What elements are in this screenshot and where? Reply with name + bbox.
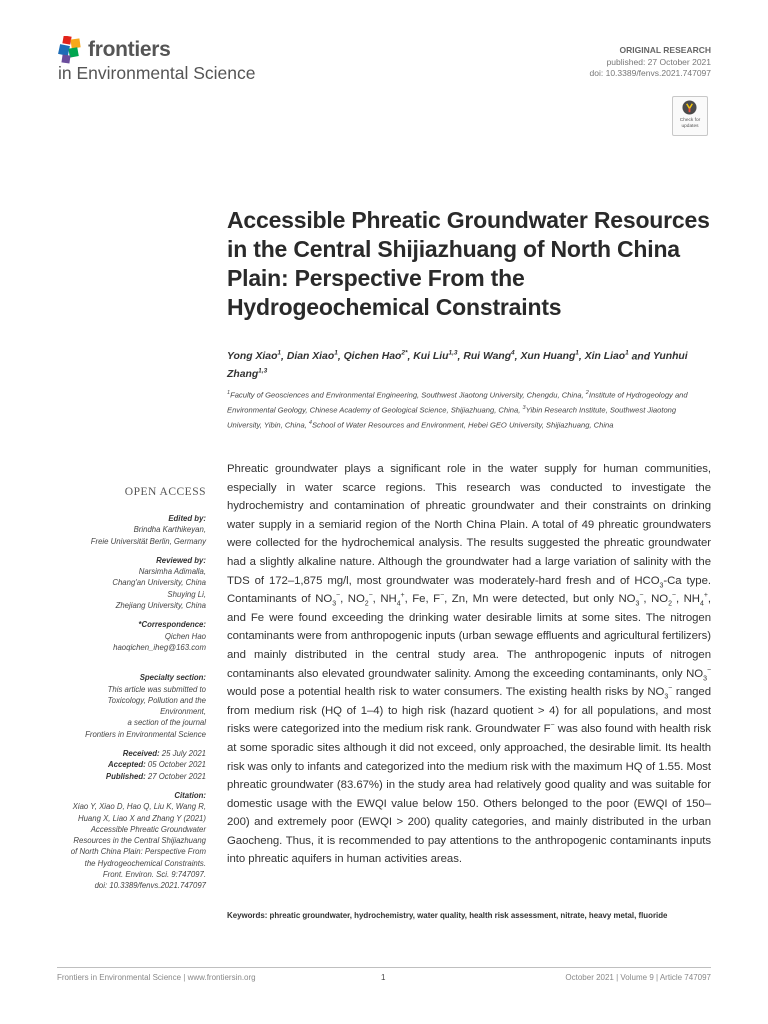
affiliation: Yibin Research Institute, Southwest Jiaotong University, Yibin, China, xyxy=(227,405,677,430)
article-sidebar xyxy=(57,513,206,892)
editor-name: Brindha Karthikeyan, xyxy=(133,525,206,535)
author[interactable]: Yong Xiao$^1$ xyxy=(227,350,282,363)
article-doi[interactable]: doi: 10.3389/fenvs.2021.747097 xyxy=(589,68,711,78)
published-date: published: 27 October 2021 xyxy=(606,56,711,67)
specialty-line: Frontiers in Environmental Science xyxy=(85,729,206,739)
journal-name: in Environmental Science xyxy=(58,63,256,83)
journal-logo[interactable] xyxy=(57,34,317,86)
footer-journal-link[interactable]: Frontiers in Environmental Science | www.frontiersin.org xyxy=(57,973,256,982)
citation-line: Accessible Phreatic Groundwater xyxy=(90,824,206,834)
author[interactable]: Rui Wang$^4$ xyxy=(463,350,515,363)
frontiers-logo-icon xyxy=(57,36,87,66)
correspondence-name: Qichen Hao xyxy=(164,631,206,641)
reviewer-affiliation: Chang'an University, China xyxy=(112,578,206,588)
citation-line: of North China Plain: Perspective From xyxy=(70,847,206,857)
citation-line: Huang X, Liao X and Zhang Y (2021) xyxy=(77,813,206,823)
specialty-section-label: Specialty section: xyxy=(139,673,206,683)
received-date: Received: 25 July 2021 xyxy=(122,749,206,759)
open-access-label: OPEN ACCESS xyxy=(124,486,206,498)
author[interactable]: Kui Liu$^{1,3}$ xyxy=(413,350,458,363)
page-number: 1 xyxy=(381,973,386,982)
footer-issue-info: October 2021 | Volume 9 | Article 747097 xyxy=(565,973,711,982)
author[interactable]: Xin Liao$^1$ xyxy=(584,350,629,363)
author[interactable]: Yunhui Zhang$^{1,3}$ xyxy=(227,351,688,381)
editor-affiliation: Freie Universität Berlin, Germany xyxy=(90,536,206,546)
author[interactable]: Qichen Hao$^{2*}$ xyxy=(343,350,408,363)
reviewer-name: Narsimha Adimalla, xyxy=(138,567,206,577)
affiliation: Faculty of Geosciences and Environmental Engineering, Southwest Jiaotong University, Chengdu, China, xyxy=(230,390,584,400)
citation-line: the Hydrogeochemical Constraints. xyxy=(84,858,206,868)
check-for-updates-button[interactable] xyxy=(672,96,708,136)
affiliation: Institute of Hydrogeology and Environmental Geology, Chinese Academy of Geological Science, Shijiazhuang, China, xyxy=(227,390,688,415)
reviewer-name: Shuying Li, xyxy=(167,589,206,599)
citation-doi[interactable]: doi: 10.3389/fenvs.2021.747097 xyxy=(94,881,206,891)
correspondence-email[interactable]: haoqichen_iheg@163.com xyxy=(113,642,206,652)
correspondence-label: *Correspondence: xyxy=(138,620,206,630)
abstract: Phreatic groundwater plays a significant role in the water supply for human communities, especially in water scarce regions. This research was conducted to investigate the hydrochemistry and contamination of phreatic groundwater and their constraints on drinking water supply in a semiarid region of the North China Plain. A total of 49 phreatic groundwaters were collected for the hydrochemical analysis. The results suggested the phreatic groundwater had a slightly alkaline nature. Although the groundwater had a large variation of salinity with the TDS of 172–1,875 mg/l, most groundwater was moderately-hard fresh and of $HCO_3-Ca$ type. Contaminants of $NO_3^-$, $NO_2^-$, $NH_4^+$, Fe, F−, Zn, Mn were detected, but only $NO_3^-$, $NO_2^-$, $NH_4^+$, and Fe were found exceeding the drinking water desirable limits at some sites. The nitrogen contaminants were from anthropogenic inputs (urban sewage effluents and agricultural fertilizers) and mainly distributed in the central study area. The anthropogenic inputs of nitrogen contaminants also elevated groundwater salinity. Among the exceeding contaminants, only $NO_3^-$ would pose a potential health risk to water consumers. The existing health risks by $NO_3^-$ ranged from medium risk (HQ of 1–4) to high risk (hazard quotient > 4) for all populations, and most risks were categorized into the medium risk rank. Groundwater F− was also found with health risk at some sporadic sites although it did not exceed, only approached, the desirable limit. Its health risk was only to infants and categorized into the medium risk with the maximum HQ of 1.55. Most phreatic groundwater (83.67%) in the study area had relatively good quality and was suitable for domestic usage with the EWQI value below 150. Others belonged to the poor (EWQI of 150–200) and extremely poor (EWQI > 200) quality categories, and mainly distributed in the urban Gaocheng. Thus, it is recommended to pay attentions to the anthropogenic contaminants inputs into phreatic aquifers in human activities areas. xyxy=(227,463,712,866)
specialty-line: This article was submitted to xyxy=(107,684,206,694)
logo-wordmark: frontiers xyxy=(88,38,171,61)
keywords xyxy=(227,910,711,922)
article-type: ORIGINAL RESEARCH xyxy=(619,45,711,55)
citation-line: Front. Environ. Sci. 9:747097. xyxy=(102,870,206,880)
keywords-list: phreatic groundwater, hydrochemistry, water quality, health risk assessment, nitrate, heavy metal, fluoride xyxy=(269,911,668,920)
citation-label: Citation: xyxy=(174,790,206,800)
specialty-line: Toxicology, Pollution and the xyxy=(107,695,206,705)
citation-line: Xiao Y, Xiao D, Hao Q, Liu K, Wang R, xyxy=(72,802,206,812)
footer-divider xyxy=(57,967,711,968)
article-title: Accessible Phreatic Groundwater Resources in the Central Shijiazhuang of North China Plain: Perspective From the Hydrogeochemical Constraints xyxy=(227,207,710,320)
article-meta xyxy=(590,45,711,80)
keywords-label: Keywords: xyxy=(227,911,268,920)
published-date-sidebar: Published: 27 October 2021 xyxy=(105,771,206,781)
author-conjunction: and xyxy=(631,351,651,363)
specialty-line: a section of the journal xyxy=(127,718,206,728)
check-for-updates-icon xyxy=(682,100,697,115)
accepted-date: Accepted: 05 October 2021 xyxy=(108,760,206,770)
affiliation: School of Water Resources and Environment, Hebei GEO University, Shijiazhuang, China xyxy=(311,420,614,430)
author[interactable]: Xun Huang$^1$ xyxy=(520,350,579,363)
affiliations: $^1$Faculty of Geosciences and Environmental Engineering, Southwest Jiaotong University, Chengdu, China, $^2$Institute of Hydrogeology and Environmental Geology, Chinese Academy of Geological Science, Shijiazhuang, China, $^3$Yibin Research Institute, Southwest Jiaotong University, Yibin, China, $^4$School of Water Resources and Environment, Hebei GEO University, Shijiazhuang, China xyxy=(227,390,688,430)
reviewed-by-label: Reviewed by: xyxy=(156,555,206,565)
reviewer-affiliation: Zhejiang University, China xyxy=(115,601,206,611)
author[interactable]: Dian Xiao$^1$ xyxy=(286,350,338,363)
specialty-line: Environment, xyxy=(160,707,206,717)
check-for-updates-label: Check for updates xyxy=(679,118,701,129)
author-list: Yong Xiao$^1$, Dian Xiao$^1$, Qichen Hao$^{2*}$, Kui Liu$^{1,3}$, Rui Wang$^4$, Xun Huang$^1$, Xin Liao$^1$ and Yunhui Zhang$^{1,3}$ xyxy=(227,350,688,381)
citation-line: Resources in the Central Shijiazhuang xyxy=(73,836,206,846)
edited-by-label: Edited by: xyxy=(168,514,206,523)
